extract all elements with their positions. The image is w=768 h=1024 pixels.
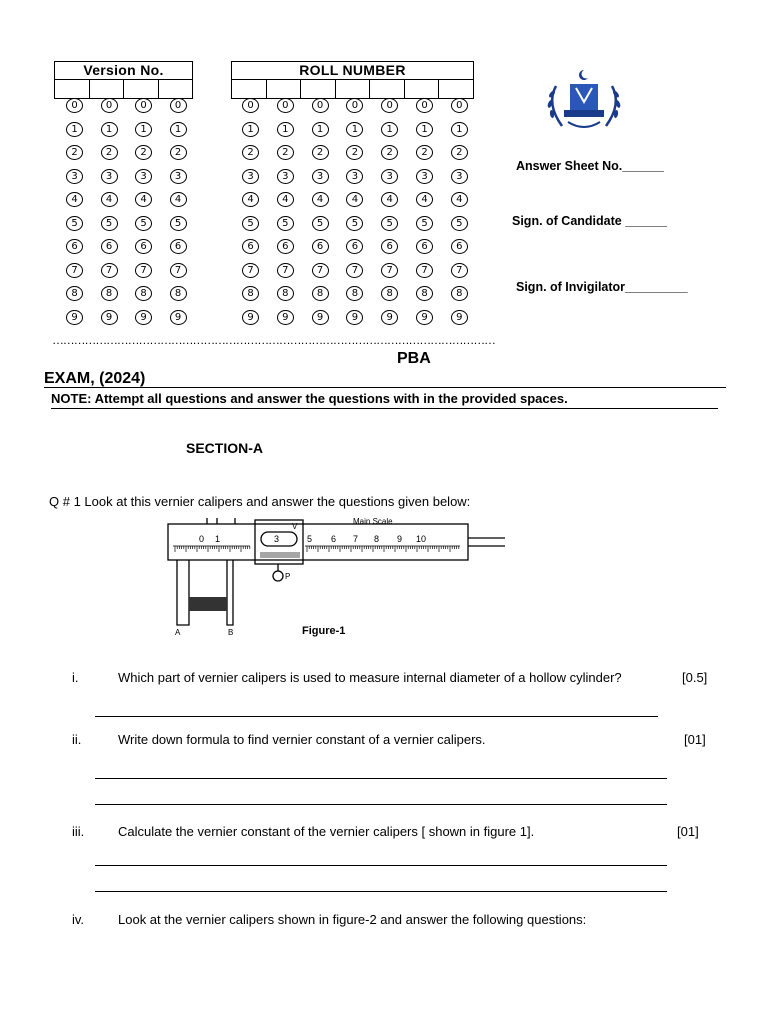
version-digit-bubble[interactable]: 0 [170,98,187,113]
roll-digit-bubble[interactable]: 0 [451,98,468,113]
roll-digit-bubble[interactable]: 0 [381,98,398,113]
roll-digit-bubble[interactable]: 5 [416,216,433,231]
roll-digit-bubble[interactable]: 7 [242,263,259,278]
roll-digit-bubble[interactable]: 9 [312,310,329,325]
roll-digit-bubble[interactable]: 5 [242,216,259,231]
part-i-marks: [0.5] [682,670,708,685]
version-digit-bubble[interactable]: 1 [135,122,152,137]
roll-digit-bubble[interactable]: 6 [416,239,433,254]
roll-digit-bubble[interactable]: 5 [451,216,468,231]
roll-digit-bubble[interactable]: 1 [312,122,329,137]
part-ii-number: ii. [72,732,82,747]
roll-digit-bubble[interactable]: 6 [277,239,294,254]
roll-digit-bubble[interactable]: 3 [451,169,468,184]
version-digit-bubble[interactable]: 0 [66,98,83,113]
roll-digit-bubble[interactable]: 5 [346,216,363,231]
roll-digit-bubble[interactable]: 8 [277,286,294,301]
roll-digit-bubble[interactable]: 7 [277,263,294,278]
version-digit-bubble[interactable]: 5 [101,216,118,231]
roll-digit-bubble[interactable]: 3 [312,169,329,184]
answer-line-iii-2[interactable] [95,891,667,892]
version-digit-bubble[interactable]: 4 [135,192,152,207]
part-i-text: Which part of vernier calipers is used to measure internal diameter of a hollow cylinder? [118,670,622,685]
exam-title-underline [44,387,726,388]
roll-digit-bubble[interactable]: 6 [381,239,398,254]
scale-number-5: 5 [307,534,313,544]
roll-digit-bubble[interactable]: 1 [242,122,259,137]
roll-digit-bubble[interactable]: 6 [451,239,468,254]
version-number-header [54,61,193,99]
note-underline [51,408,718,409]
roll-digit-bubble[interactable]: 5 [312,216,329,231]
navy-emblem-logo [538,66,630,136]
version-digit-bubble[interactable]: 3 [101,169,118,184]
scale-number-0: 0 [199,534,205,544]
roll-digit-bubble[interactable]: 9 [346,310,363,325]
version-digit-bubble[interactable]: 7 [101,263,118,278]
roll-digit-bubble[interactable]: 9 [416,310,433,325]
roll-digit-bubble[interactable]: 8 [381,286,398,301]
version-digit-bubble[interactable]: 1 [66,122,83,137]
part-iv-number: iv. [72,912,85,927]
roll-digit-bubble[interactable]: 2 [242,145,259,160]
roll-digit-bubble[interactable]: 0 [346,98,363,113]
figure-caption: Figure-1 [302,625,346,637]
version-digit-bubble[interactable]: 6 [135,239,152,254]
exam-title: EXAM, (2024) [44,370,146,387]
measured-object [189,597,227,611]
version-digit-bubble[interactable]: 9 [66,310,83,325]
version-digit-bubble[interactable]: 4 [170,192,187,207]
roll-digit-bubble[interactable]: 1 [381,122,398,137]
roll-digit-bubble[interactable]: 3 [381,169,398,184]
version-digit-bubble[interactable]: 9 [170,310,187,325]
version-digit-bubble[interactable]: 7 [66,263,83,278]
version-digit-bubble[interactable]: 6 [101,239,118,254]
scale-number-9: 9 [397,534,403,544]
roll-digit-bubble[interactable]: 5 [381,216,398,231]
roll-digit-bubble[interactable]: 2 [277,145,294,160]
part-i-number: i. [72,670,79,685]
answer-line-ii-1[interactable] [95,778,667,779]
candidate-signature: Sign. of Candidate ______ [512,214,667,228]
roll-digit-bubble[interactable]: 7 [381,263,398,278]
roll-digit-bubble[interactable]: 7 [346,263,363,278]
version-digit-bubble[interactable]: 4 [101,192,118,207]
version-digit-bubble[interactable]: 2 [170,145,187,160]
label-a: A [175,628,181,637]
roll-digit-bubble[interactable]: 3 [346,169,363,184]
roll-digit-bubble[interactable]: 4 [346,192,363,207]
version-digit-bubble[interactable]: 3 [135,169,152,184]
roll-digit-bubble[interactable]: 1 [346,122,363,137]
main-scale-label: Main Scale [353,518,393,526]
answer-line-ii-2[interactable] [95,804,667,805]
roll-number-header [231,61,474,99]
version-digit-bubble[interactable]: 2 [135,145,152,160]
roll-digit-bubble[interactable]: 3 [416,169,433,184]
roll-digit-bubble[interactable]: 2 [451,145,468,160]
part-iv-text: Look at the vernier calipers shown in figure-2 and answer the following questions: [118,912,587,927]
scale-number-1: 1 [215,534,221,544]
version-digit-bubble[interactable]: 2 [101,145,118,160]
version-digit-bubble[interactable]: 6 [66,239,83,254]
invigilator-signature: Sign. of Invigilator_________ [516,280,688,294]
roll-digit-bubble[interactable]: 1 [277,122,294,137]
roll-number-title: ROLL NUMBER [232,62,473,80]
version-digit-bubble[interactable]: 3 [66,169,83,184]
part-ii-text: Write down formula to find vernier constant of a vernier calipers. [118,732,486,747]
version-digit-bubble[interactable]: 3 [170,169,187,184]
version-digit-bubble[interactable]: 1 [170,122,187,137]
roll-digit-bubble[interactable]: 4 [242,192,259,207]
answer-line-iii-1[interactable] [95,865,667,866]
roll-digit-bubble[interactable]: 7 [451,263,468,278]
roll-digit-bubble[interactable]: 7 [312,263,329,278]
roll-digit-bubble[interactable]: 2 [346,145,363,160]
roll-digit-bubble[interactable]: 9 [277,310,294,325]
roll-digit-bubble[interactable]: 3 [277,169,294,184]
part-iii-text: Calculate the vernier constant of the vernier calipers [ shown in figure 1]. [118,824,535,839]
version-digit-bubble[interactable]: 1 [101,122,118,137]
answer-sheet-number: Answer Sheet No.______ [516,159,664,173]
roll-digit-bubble[interactable]: 9 [381,310,398,325]
roll-digit-bubble[interactable]: 8 [312,286,329,301]
roll-digit-bubble[interactable]: 4 [381,192,398,207]
roll-digit-bubble[interactable]: 7 [416,263,433,278]
version-digit-bubble[interactable]: 5 [66,216,83,231]
roll-digit-bubble[interactable]: 4 [312,192,329,207]
roll-digit-bubble[interactable]: 4 [277,192,294,207]
version-digit-bubble[interactable]: 0 [135,98,152,113]
scale-number-6: 6 [331,534,337,544]
section-heading: SECTION-A [186,440,263,456]
roll-digit-bubble[interactable]: 8 [416,286,433,301]
part-iii-number: iii. [72,824,85,839]
roll-digit-bubble[interactable]: 8 [242,286,259,301]
version-digit-bubble[interactable]: 5 [170,216,187,231]
version-digit-bubble[interactable]: 9 [135,310,152,325]
scale-number-10: 10 [416,534,427,544]
roll-digit-bubble[interactable]: 0 [416,98,433,113]
version-number-title: Version No. [55,62,192,80]
roll-digit-bubble[interactable]: 6 [346,239,363,254]
roll-digit-bubble[interactable]: 0 [242,98,259,113]
label-b: B [228,628,234,637]
version-digit-bubble[interactable]: 7 [135,263,152,278]
version-digit-bubble[interactable]: 9 [101,310,118,325]
roll-digit-bubble[interactable]: 6 [312,239,329,254]
roll-digit-bubble[interactable]: 0 [312,98,329,113]
roll-digit-bubble[interactable]: 5 [277,216,294,231]
roll-digit-bubble[interactable]: 4 [451,192,468,207]
scale-number-3: 3 [274,534,280,544]
version-digit-bubble[interactable]: 8 [170,286,187,301]
version-digit-bubble[interactable]: 2 [66,145,83,160]
version-digit-bubble[interactable]: 8 [135,286,152,301]
version-digit-bubble[interactable]: 7 [170,263,187,278]
answer-line-i-1[interactable] [95,716,658,717]
roll-digit-bubble[interactable]: 8 [451,286,468,301]
roll-digit-bubble[interactable]: 9 [451,310,468,325]
board-title: PBA [397,350,431,367]
question-1-text: Q # 1 Look at this vernier calipers and answer the questions given below: [49,494,471,509]
scale-number-8: 8 [374,534,380,544]
version-digit-bubble[interactable]: 8 [66,286,83,301]
roll-digit-bubble[interactable]: 2 [381,145,398,160]
roll-digit-bubble[interactable]: 9 [242,310,259,325]
version-digit-bubble[interactable]: 6 [170,239,187,254]
roll-digit-bubble[interactable]: 4 [416,192,433,207]
roll-digit-bubble[interactable]: 3 [242,169,259,184]
roll-digit-bubble[interactable]: 2 [416,145,433,160]
label-p: P [285,572,291,581]
label-v: V [292,522,298,531]
roll-digit-bubble[interactable]: 6 [242,239,259,254]
dotted-separator: …………………………………………………………………………………………………………… [52,333,495,347]
version-digit-bubble[interactable]: 8 [101,286,118,301]
vernier-calipers-figure [165,518,510,643]
roll-digit-bubble[interactable]: 8 [346,286,363,301]
part-iii-marks: [01] [677,824,699,839]
scale-number-7: 7 [353,534,359,544]
roll-digit-bubble[interactable]: 1 [451,122,468,137]
roll-digit-bubble[interactable]: 0 [277,98,294,113]
version-digit-bubble[interactable]: 5 [135,216,152,231]
version-digit-bubble[interactable]: 4 [66,192,83,207]
roll-digit-bubble[interactable]: 2 [312,145,329,160]
part-ii-marks: [01] [684,732,706,747]
version-digit-bubble[interactable]: 0 [101,98,118,113]
roll-digit-bubble[interactable]: 1 [416,122,433,137]
instructions-note: NOTE: Attempt all questions and answer the questions with in the provided spaces. [51,391,568,406]
